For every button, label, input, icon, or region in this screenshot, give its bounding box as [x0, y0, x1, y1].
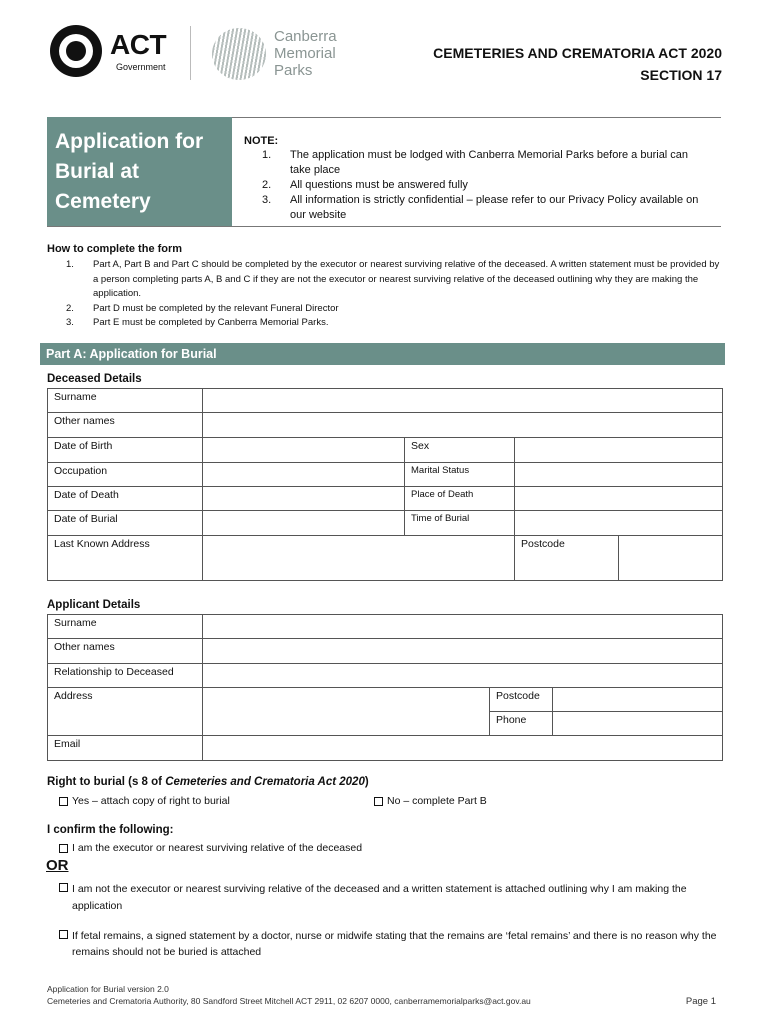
applicant-address-label: Address — [47, 687, 203, 736]
right-to-burial-label: Right to burial (s 8 of Cemeteries and Crematoria Act 2020) — [47, 776, 369, 788]
deceased-other-names-label: Other names — [47, 412, 203, 438]
or-divider-text: OR — [46, 857, 69, 874]
act-government-logo — [50, 25, 175, 81]
howto-item: 1. Part A, Part B and Part C should be completed by the executor or nearest surviving relative of the deceased. A written statement must be provided by a person completing parts A, B and C if they are not the executor or nearest surviving relative of the deceased outlining why they are making the application. — [66, 259, 720, 299]
page-footer — [47, 983, 531, 1007]
right-to-burial-no-option[interactable]: No – complete Part B — [374, 795, 487, 807]
deceased-occupation-label: Occupation — [47, 462, 203, 487]
deceased-surname-label: Surname — [47, 388, 203, 413]
title-rule-bottom — [47, 226, 721, 227]
confirm-executor-option[interactable]: I am the executor or nearest surviving relative of the deceased — [59, 842, 362, 854]
form-title-line-1: Application for — [55, 130, 204, 153]
act-title-line-1: CEMETERIES AND CREMATORIA ACT 2020 — [433, 45, 722, 61]
applicant-phone-field[interactable] — [552, 711, 723, 736]
deceased-marital-status-label: Marital Status — [404, 462, 515, 487]
howto-item: 2. Part D must be completed by the relevant Funeral Director — [66, 302, 339, 314]
note-item: 1. The application must be lodged with Canberra Memorial Parks before a burial can take place — [262, 149, 689, 176]
act-logo-sub: Government — [116, 62, 166, 72]
deceased-postcode-label: Postcode — [514, 535, 619, 581]
form-title-line-2: Burial at — [55, 160, 140, 183]
canberra-memorial-parks-logo — [212, 28, 357, 80]
right-to-burial-yes-option[interactable]: Yes – attach copy of right to burial — [59, 795, 230, 807]
deceased-time-of-burial-field[interactable] — [514, 510, 723, 536]
no-checkbox[interactable] — [374, 797, 383, 806]
applicant-postcode-label: Postcode — [489, 687, 553, 712]
deceased-postcode-field[interactable] — [618, 535, 723, 581]
act-section-heading — [433, 42, 722, 86]
applicant-postcode-field[interactable] — [552, 687, 723, 712]
applicant-relationship-label: Relationship to Deceased — [47, 663, 203, 688]
form-title — [47, 117, 232, 226]
applicant-details-label: Applicant Details — [47, 599, 141, 611]
deceased-date-of-death-label: Date of Death — [47, 486, 203, 511]
not-executor-checkbox[interactable] — [59, 883, 68, 892]
howto-title: How to complete the form — [47, 243, 183, 255]
footer-contact: Cemeteries and Crematoria Authority, 80 Sandford Street Mitchell ACT 2911, 02 6207 0000, canberramemorialparks@act.gov.au — [47, 996, 531, 1006]
applicant-email-label: Email — [47, 735, 203, 761]
cmp-logo-line-3: Parks — [274, 62, 313, 79]
cmp-logo-line-1: Canberra — [274, 28, 337, 45]
footer-version: Application for Burial version 2.0 — [47, 984, 169, 994]
confirm-label: I confirm the following: — [47, 824, 174, 836]
applicant-other-names-field[interactable] — [202, 638, 723, 664]
applicant-relationship-field[interactable] — [202, 663, 723, 688]
deceased-other-names-field[interactable] — [202, 412, 723, 438]
deceased-sex-label: Sex — [404, 437, 515, 463]
deceased-occupation-field[interactable] — [202, 462, 405, 487]
note-item: 2. All questions must be answered fully — [262, 179, 468, 191]
confirm-not-executor-option[interactable]: I am not the executor or nearest surviving relative of the deceased and a written statement is attached outlining why I am making the application — [59, 881, 719, 915]
note-list — [262, 148, 707, 223]
deceased-date-of-death-field[interactable] — [202, 486, 405, 511]
tree-leaf-icon — [212, 28, 266, 80]
deceased-sex-field[interactable] — [514, 437, 723, 463]
deceased-time-of-burial-label: Time of Burial — [404, 510, 515, 536]
deceased-dob-label: Date of Birth — [47, 437, 203, 463]
howto-item: 3. Part E must be completed by Canberra Memorial Parks. — [66, 317, 329, 328]
act-title-line-2: SECTION 17 — [640, 67, 722, 83]
note-item: 3. All information is strictly confidential – please refer to our Privacy Policy available on our website — [262, 194, 699, 221]
form-title-line-3: Cemetery — [55, 190, 151, 213]
howto-list — [66, 258, 726, 331]
deceased-date-of-burial-label: Date of Burial — [47, 510, 203, 536]
deceased-place-of-death-field[interactable] — [514, 486, 723, 511]
cmp-logo-text — [274, 28, 337, 79]
deceased-place-of-death-label: Place of Death — [404, 486, 515, 511]
deceased-surname-field[interactable] — [202, 388, 723, 413]
deceased-date-of-burial-field[interactable] — [202, 510, 405, 536]
act-seal-icon — [50, 25, 102, 77]
applicant-surname-label: Surname — [47, 614, 203, 639]
page-number: Page 1 — [685, 996, 716, 1007]
deceased-last-address-field[interactable] — [202, 535, 515, 581]
applicant-phone-label: Phone — [489, 711, 553, 736]
header-divider — [190, 26, 191, 80]
part-a-banner: Part A: Application for Burial — [40, 343, 725, 365]
applicant-address-field[interactable] — [202, 687, 490, 736]
deceased-details-label: Deceased Details — [47, 373, 142, 385]
executor-checkbox[interactable] — [59, 844, 68, 853]
yes-checkbox[interactable] — [59, 797, 68, 806]
act-logo-word: ACT — [110, 29, 167, 60]
applicant-other-names-label: Other names — [47, 638, 203, 664]
deceased-marital-status-field[interactable] — [514, 462, 723, 487]
fetal-remains-checkbox[interactable] — [59, 930, 68, 939]
applicant-surname-field[interactable] — [202, 614, 723, 639]
deceased-last-address-label: Last Known Address — [47, 535, 203, 581]
cmp-logo-line-2: Memorial — [274, 45, 336, 62]
confirm-fetal-remains-option[interactable]: If fetal remains, a signed statement by a doctor, nurse or midwife stating that the remains are ‘fetal remains’ and there is no reason why the remains should not be buried is attached — [59, 928, 719, 960]
applicant-email-field[interactable] — [202, 735, 723, 761]
note-label: NOTE: — [244, 135, 279, 147]
deceased-dob-field[interactable] — [202, 437, 405, 463]
